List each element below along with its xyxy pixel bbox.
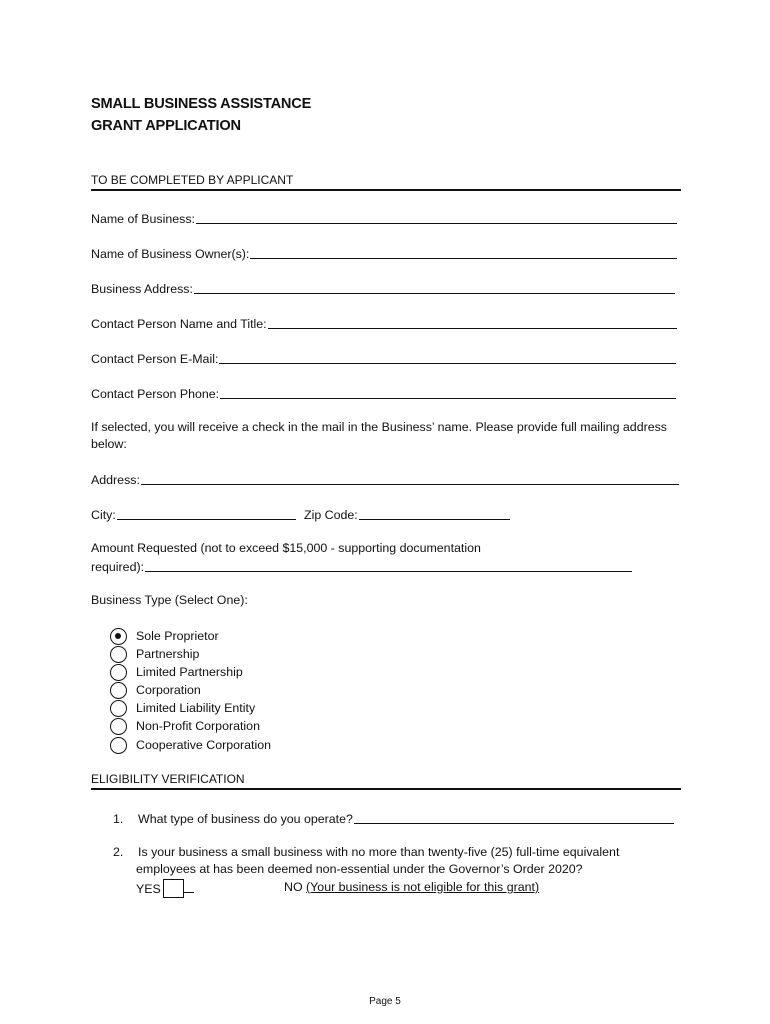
question-2 — [113, 845, 619, 859]
business-type-question-field[interactable] — [113, 810, 674, 826]
contact-email-label: Contact Person E-Mail: — [91, 352, 219, 366]
business-type-option-label: Sole Proprietor — [136, 629, 219, 643]
business-name-field[interactable] — [91, 210, 677, 226]
applicant-section-heading: TO BE COMPLETED BY APPLICANT — [91, 173, 681, 191]
yes-label: YES — [136, 882, 161, 896]
mailing-address-label: Address: — [91, 473, 140, 487]
radio-checked-icon[interactable] — [110, 628, 127, 645]
eligibility-section-heading: ELIGIBILITY VERIFICATION — [91, 772, 681, 790]
business-type-option-corporation[interactable] — [110, 681, 201, 699]
radio-unchecked-icon[interactable] — [110, 664, 127, 681]
contact-email-input-line[interactable] — [219, 363, 676, 364]
business-owners-label: Name of Business Owner(s): — [91, 247, 250, 261]
yes-option[interactable] — [136, 879, 194, 898]
zip-code-field[interactable] — [304, 506, 510, 522]
contact-name-title-input-line[interactable] — [268, 328, 677, 329]
city-label: City: — [91, 508, 116, 522]
radio-unchecked-icon[interactable] — [110, 646, 127, 663]
business-type-option-label: Limited Partnership — [136, 665, 243, 679]
contact-name-title-field[interactable] — [91, 315, 677, 331]
question-1-text: What type of business do you operate? — [138, 812, 353, 826]
form-title-line1: SMALL BUSINESS ASSISTANCE — [91, 96, 312, 112]
radio-unchecked-icon[interactable] — [110, 682, 127, 699]
business-type-option-label: Partnership — [136, 647, 200, 661]
business-type-option-label: Corporation — [136, 683, 201, 697]
amount-requested-label-line2: required): — [91, 560, 145, 574]
no-label: NO — [284, 880, 303, 894]
business-name-label: Name of Business: — [91, 212, 195, 226]
business-type-option-label: Limited Liability Entity — [136, 701, 256, 715]
question-1-number: 1. — [113, 812, 124, 826]
business-owners-field[interactable] — [91, 245, 677, 261]
mailing-address-field[interactable] — [91, 471, 679, 487]
business-type-option-cooperative-corporation[interactable] — [110, 736, 271, 754]
city-input-line[interactable] — [117, 519, 296, 520]
contact-email-field[interactable] — [91, 350, 676, 366]
business-type-option-sole-proprietor[interactable] — [110, 627, 219, 645]
business-address-field[interactable] — [91, 280, 675, 296]
page-number: Page 5 — [369, 996, 401, 1007]
business-address-label: Business Address: — [91, 282, 193, 296]
question-1-input-line[interactable] — [354, 823, 674, 824]
business-type-option-partnership[interactable] — [110, 645, 199, 663]
business-type-option-non-profit-corporation[interactable] — [110, 717, 260, 735]
business-name-input-line[interactable] — [196, 223, 677, 224]
contact-phone-label: Contact Person Phone: — [91, 387, 220, 401]
radio-unchecked-icon[interactable] — [110, 718, 127, 735]
no-option[interactable] — [284, 880, 539, 894]
zip-code-input-line[interactable] — [359, 519, 510, 520]
business-type-option-limited-liability-entity[interactable] — [110, 699, 255, 717]
contact-name-title-label: Contact Person Name and Title: — [91, 317, 267, 331]
mailing-address-note: If selected, you will receive a check in the mail in the Business’ name. Please provide full mailing address below: — [91, 420, 667, 451]
radio-unchecked-icon[interactable] — [110, 737, 127, 754]
business-type-option-limited-partnership[interactable] — [110, 663, 243, 681]
amount-requested-label-line1: Amount Requested (not to exceed $15,000 - supporting documentation — [91, 541, 481, 555]
mailing-address-input-line[interactable] — [141, 484, 679, 485]
zip-code-label: Zip Code: — [304, 508, 358, 522]
business-owners-input-line[interactable] — [250, 258, 677, 259]
business-type-option-label: Non-Profit Corporation — [136, 719, 260, 733]
city-field[interactable] — [91, 506, 296, 522]
no-eligibility-note: (Your business is not eligible for this grant) — [306, 880, 540, 894]
radio-unchecked-icon[interactable] — [110, 700, 127, 717]
contact-phone-field[interactable] — [91, 385, 676, 401]
question-2-number: 2. — [113, 845, 124, 859]
yes-checkbox[interactable] — [163, 879, 184, 898]
question-2-text-line2: employees at has been deemed non-essential under the Governor’s Order 2020? — [136, 862, 583, 876]
business-type-label: Business Type (Select One): — [91, 593, 248, 607]
business-type-option-label: Cooperative Corporation — [136, 738, 271, 752]
amount-requested-field[interactable] — [91, 558, 632, 574]
question-2-text-line1: Is your business a small business with no more than twenty-five (25) full-time equivalent — [138, 845, 620, 859]
contact-phone-input-line[interactable] — [220, 398, 676, 399]
business-address-input-line[interactable] — [194, 293, 675, 294]
amount-requested-input-line[interactable] — [145, 571, 632, 572]
form-title-line2: GRANT APPLICATION — [91, 118, 241, 134]
